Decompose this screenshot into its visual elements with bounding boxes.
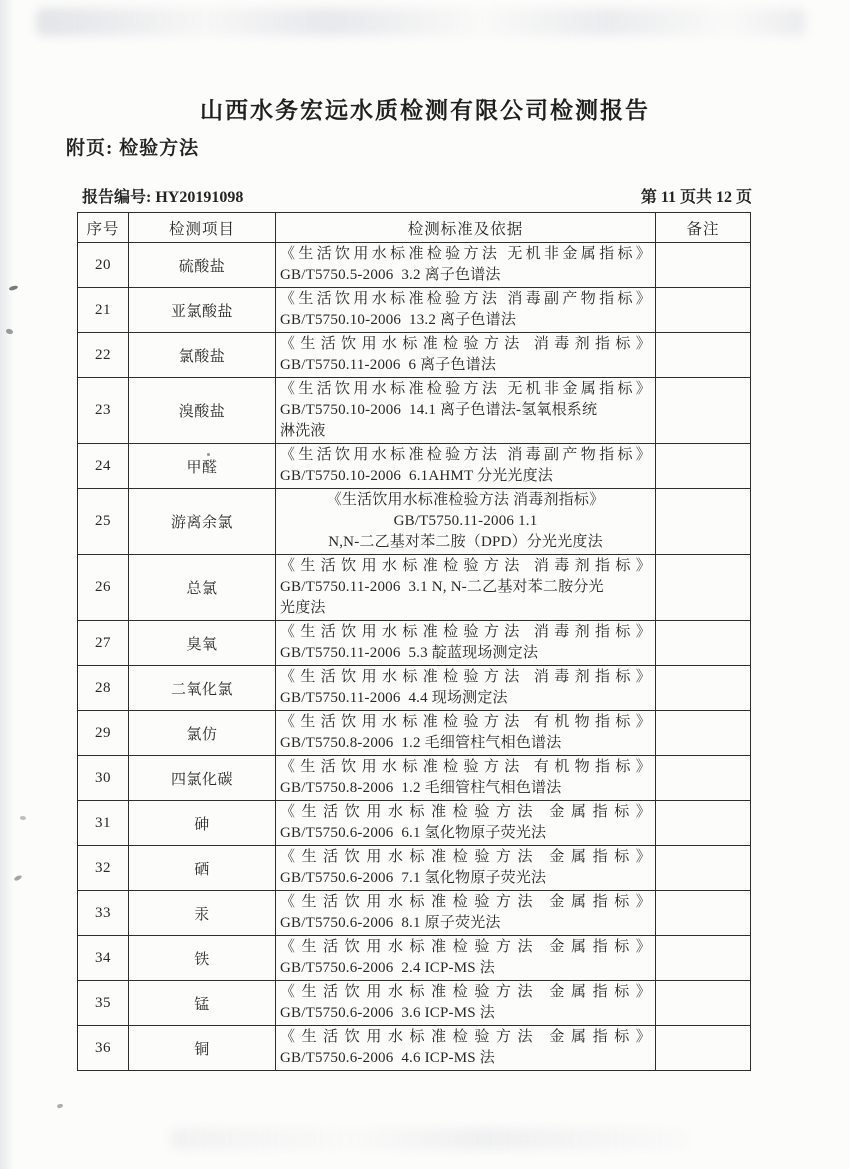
method-standard-cell: [276, 846, 656, 891]
remark-cell: [656, 801, 751, 846]
method-standard-cell: [276, 1026, 656, 1071]
method-standard-cell: [276, 756, 656, 801]
remark-cell: [656, 666, 751, 711]
method-line: 《生活饮用水标准检验方法 消毒剂指标》: [280, 624, 651, 640]
method-standard-cell: [276, 666, 656, 711]
scan-artifact-top: [36, 8, 806, 36]
serial-number-cell: 22: [78, 333, 129, 378]
remark-cell: [656, 444, 751, 489]
method-line: 光度法: [280, 600, 326, 616]
method-line: 《生活饮用水标准检验方法 金属指标》: [280, 1029, 651, 1045]
method-standard-cell: [276, 711, 656, 756]
test-item-cell: 甲醛: [129, 444, 276, 489]
remark-cell: [656, 288, 751, 333]
method-line: GB/T5750.6-2006 4.6 ICP-MS 法: [280, 1050, 495, 1066]
serial-number-cell: 31: [78, 801, 129, 846]
methods-table: [77, 212, 751, 1071]
serial-number-cell: 24: [78, 444, 129, 489]
serial-number-cell: 34: [78, 936, 129, 981]
serial-number-cell: 33: [78, 891, 129, 936]
methods-table-header: [78, 213, 751, 243]
test-item-cell: 砷: [129, 801, 276, 846]
method-standard-cell: [276, 489, 656, 555]
test-item-cell: 亚氯酸盐: [129, 288, 276, 333]
test-item-cell: 氯仿: [129, 711, 276, 756]
method-standard-cell: [276, 378, 656, 444]
table-row: [78, 489, 751, 555]
method-standard-cell: [276, 243, 656, 288]
remark-cell: [656, 378, 751, 444]
method-standard-cell: [276, 621, 656, 666]
remark-cell: [656, 981, 751, 1026]
column-header-2: 检测标准及依据: [276, 213, 656, 243]
column-header-1: 检测项目: [129, 213, 276, 243]
test-item-cell: 二氧化氯: [129, 666, 276, 711]
remark-cell: [656, 756, 751, 801]
method-line: 《生活饮用水标准检验方法 有机物指标》: [280, 759, 651, 775]
table-row: [78, 444, 751, 489]
table-row: [78, 621, 751, 666]
table-row: [78, 555, 751, 621]
methods-table-body: [78, 243, 751, 1071]
column-header-0: 序号: [78, 213, 129, 243]
method-line: 《生活饮用水标准检验方法 消毒剂指标》: [280, 669, 651, 685]
test-item-cell: 游离余氯: [129, 489, 276, 555]
table-row: [78, 711, 751, 756]
table-row: [78, 1026, 751, 1071]
test-item-cell: 氯酸盐: [129, 333, 276, 378]
method-standard-cell: [276, 936, 656, 981]
table-row: [78, 243, 751, 288]
method-line: 《生活饮用水标准检验方法 金属指标》: [280, 804, 651, 820]
method-standard-cell: [276, 444, 656, 489]
method-line: GB/T5750.6-2006 2.4 ICP-MS 法: [280, 960, 495, 976]
method-line: 《生活饮用水标准检验方法 金属指标》: [280, 849, 651, 865]
method-line: GB/T5750.11-2006 5.3 靛蓝现场测定法: [280, 645, 539, 661]
table-row: [78, 378, 751, 444]
test-item-cell: 铁: [129, 936, 276, 981]
test-item-cell: 臭氧: [129, 621, 276, 666]
serial-number-cell: 36: [78, 1026, 129, 1071]
remark-cell: [656, 243, 751, 288]
table-row: [78, 936, 751, 981]
report-meta-row: [82, 184, 752, 207]
test-item-cell: 硒: [129, 846, 276, 891]
column-header-3: 备注: [656, 213, 751, 243]
method-standard-cell: [276, 555, 656, 621]
test-item-cell: 总氯: [129, 555, 276, 621]
method-line: GB/T5750.10-2006 6.1AHMT 分光光度法: [280, 468, 554, 484]
table-row: [78, 846, 751, 891]
scan-speck: [20, 816, 26, 820]
serial-number-cell: 29: [78, 711, 129, 756]
table-row: [78, 981, 751, 1026]
method-line: GB/T5750.6-2006 7.1 氢化物原子荧光法: [280, 870, 547, 886]
method-standard-cell: [276, 801, 656, 846]
method-line: GB/T5750.8-2006 1.2 毛细管柱气相色谱法: [280, 735, 562, 751]
appendix-section-label: 附页: 检验方法: [66, 138, 200, 159]
table-row: [78, 333, 751, 378]
scan-speck: [14, 874, 23, 881]
serial-number-cell: 26: [78, 555, 129, 621]
method-line: N,N-二乙基对苯二胺（DPD）分光光度法: [328, 534, 603, 550]
test-item-cell: 锰: [129, 981, 276, 1026]
test-item-cell: 汞: [129, 891, 276, 936]
method-line: 《生活饮用水标准检验方法 消毒剂指标》: [326, 492, 605, 508]
method-line: 淋洗液: [280, 423, 326, 439]
report-title: 山西水务宏远水质检测有限公司检测报告: [200, 98, 650, 123]
serial-number-cell: 35: [78, 981, 129, 1026]
serial-number-cell: 28: [78, 666, 129, 711]
method-line: 《生活饮用水标准检验方法 金属指标》: [280, 984, 651, 1000]
method-line: GB/T5750.11-2006 3.1 N, N-二乙基对苯二胺分光: [280, 579, 604, 595]
method-line: 《生活饮用水标准检验方法 消毒副产物指标》: [280, 291, 651, 307]
table-row: [78, 666, 751, 711]
remark-cell: [656, 846, 751, 891]
serial-number-cell: 23: [78, 378, 129, 444]
serial-number-cell: 25: [78, 489, 129, 555]
serial-number-cell: 27: [78, 621, 129, 666]
method-line: 《生活饮用水标准检验方法 消毒副产物指标》: [280, 447, 651, 463]
test-item-cell: 铜: [129, 1026, 276, 1071]
method-line: 《生活饮用水标准检验方法 金属指标》: [280, 939, 651, 955]
method-standard-cell: [276, 288, 656, 333]
remark-cell: [656, 1026, 751, 1071]
serial-number-cell: 32: [78, 846, 129, 891]
method-standard-cell: [276, 981, 656, 1026]
method-line: GB/T5750.10-2006 14.1 离子色谱法-氢氧根系统: [280, 402, 598, 418]
remark-cell: [656, 891, 751, 936]
method-line: GB/T5750.11-2006 4.4 现场测定法: [280, 690, 508, 706]
method-standard-cell: [276, 333, 656, 378]
serial-number-cell: 20: [78, 243, 129, 288]
method-line: GB/T5750.6-2006 3.6 ICP-MS 法: [280, 1005, 495, 1021]
table-row: [78, 891, 751, 936]
method-line: GB/T5750.11-2006 1.1: [393, 513, 538, 529]
remark-cell: [656, 711, 751, 756]
remark-cell: [656, 555, 751, 621]
page-indicator: 第 11 页共 12 页: [640, 189, 752, 206]
method-line: GB/T5750.8-2006 1.2 毛细管柱气相色谱法: [280, 780, 562, 796]
method-line: 《生活饮用水标准检验方法 无机非金属指标》: [280, 381, 651, 397]
table-row: [78, 801, 751, 846]
method-line: GB/T5750.5-2006 3.2 离子色谱法: [280, 267, 501, 283]
report-number: 报告编号: HY20191098: [82, 189, 244, 206]
method-line: GB/T5750.11-2006 6 离子色谱法: [280, 357, 497, 373]
method-line: 《生活饮用水标准检验方法 消毒剂指标》: [280, 336, 651, 352]
scan-speck: [56, 1103, 63, 1109]
method-standard-cell: [276, 891, 656, 936]
serial-number-cell: 30: [78, 756, 129, 801]
method-line: GB/T5750.6-2006 6.1 氢化物原子荧光法: [280, 825, 547, 841]
serial-number-cell: 21: [78, 288, 129, 333]
method-line: 《生活饮用水标准检验方法 消毒剂指标》: [280, 558, 651, 574]
scan-edge-shadow: [0, 0, 14, 1169]
method-line: 《生活饮用水标准检验方法 无机非金属指标》: [280, 246, 651, 262]
remark-cell: [656, 936, 751, 981]
method-line: 《生活饮用水标准检验方法 有机物指标》: [280, 714, 651, 730]
remark-cell: [656, 333, 751, 378]
test-item-cell: 溴酸盐: [129, 378, 276, 444]
method-line: GB/T5750.10-2006 13.2 离子色谱法: [280, 312, 517, 328]
table-row: [78, 288, 751, 333]
remark-cell: [656, 489, 751, 555]
method-line: 《生活饮用水标准检验方法 金属指标》: [280, 894, 651, 910]
scan-artifact-bottom: [170, 1128, 690, 1150]
table-row: [78, 756, 751, 801]
remark-cell: [656, 621, 751, 666]
method-line: GB/T5750.6-2006 8.1 原子荧光法: [280, 915, 501, 931]
header-row: [78, 213, 751, 243]
test-item-cell: 硫酸盐: [129, 243, 276, 288]
test-item-cell: 四氯化碳: [129, 756, 276, 801]
